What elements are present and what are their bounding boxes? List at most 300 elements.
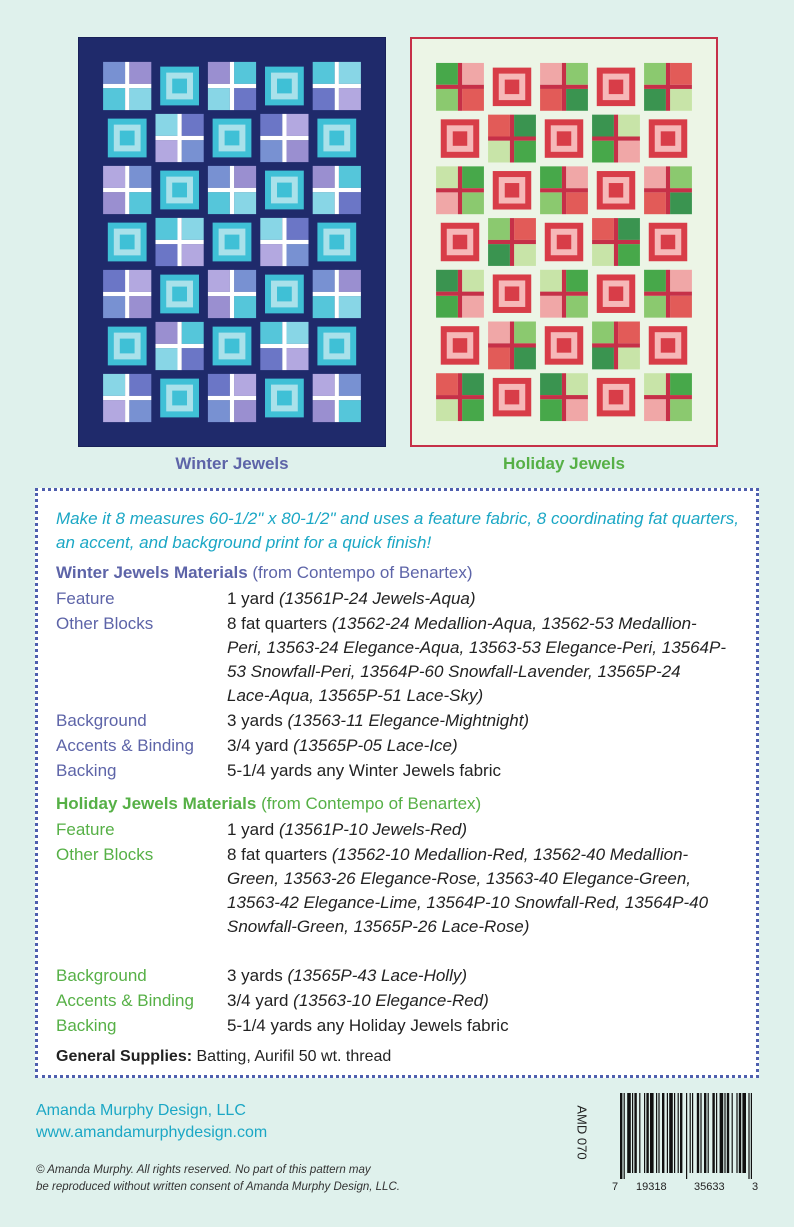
holiday-materials-source: (from Contempo of Benartex) bbox=[261, 794, 482, 813]
accent-strip bbox=[103, 292, 151, 296]
feature-inner bbox=[557, 131, 571, 145]
patch-square bbox=[260, 114, 282, 136]
accent-strip bbox=[592, 136, 640, 140]
row-label: Feature bbox=[56, 820, 115, 839]
patch-square bbox=[208, 192, 230, 214]
feature-inner bbox=[609, 286, 623, 300]
accent-strip bbox=[208, 84, 256, 88]
feature-inner bbox=[225, 339, 240, 354]
accent-strip bbox=[540, 85, 588, 89]
patch-square bbox=[129, 166, 151, 188]
patch-square bbox=[313, 296, 335, 318]
intro-text: Make it 8 measures 60-1/2" x 80-1/2" and uses a feature fabric, 8 coordinating fat quarters, an accent, and background print for a quick finish! bbox=[56, 509, 739, 552]
patch-square bbox=[155, 322, 177, 344]
barcode-digit-check: 3 bbox=[752, 1181, 759, 1193]
patch-square bbox=[488, 348, 510, 370]
company-info bbox=[36, 1100, 267, 1144]
patch-square bbox=[618, 244, 640, 266]
company-name: Amanda Murphy Design, LLC bbox=[36, 1102, 246, 1119]
patch-square bbox=[339, 400, 361, 422]
barcode-digits-right: 35633 bbox=[694, 1181, 725, 1193]
row-value: 5-1/4 yards any Holiday Jewels fabric bbox=[227, 1016, 509, 1035]
accent-strip bbox=[436, 395, 484, 399]
winter-quilt-graphic bbox=[79, 38, 385, 446]
patch-square bbox=[566, 373, 588, 395]
patch-square bbox=[670, 192, 692, 214]
product-code-text: AMD 070 bbox=[574, 1105, 590, 1160]
accent-strip bbox=[155, 240, 203, 244]
holiday-jewels-quilt-image bbox=[410, 37, 718, 447]
patch-square bbox=[462, 63, 484, 85]
patch-square bbox=[514, 141, 536, 163]
winter-jewels-quilt-image bbox=[78, 37, 386, 447]
patch-square bbox=[286, 322, 308, 344]
copyright-line-1: © Amanda Murphy. All rights reserved. No part of this pattern may bbox=[36, 1164, 371, 1176]
patch-square bbox=[260, 140, 282, 162]
patch-square bbox=[286, 140, 308, 162]
barcode-bar bbox=[697, 1093, 699, 1173]
patch-square bbox=[566, 63, 588, 85]
row-label: Accents & Binding bbox=[56, 736, 194, 755]
patch-square bbox=[644, 63, 666, 85]
feature-inner bbox=[329, 339, 344, 354]
patch-square bbox=[129, 192, 151, 214]
patch-square bbox=[339, 296, 361, 318]
patch-square bbox=[234, 374, 256, 396]
patch-square bbox=[208, 62, 230, 84]
accent-strip bbox=[260, 136, 308, 140]
row-value: 3 yards (13565P-43 Lace-Holly) bbox=[227, 966, 468, 985]
feature-inner bbox=[505, 390, 519, 404]
patch-square bbox=[155, 244, 177, 266]
patch-square bbox=[103, 62, 125, 84]
patch-square bbox=[208, 270, 230, 292]
feature-inner bbox=[329, 131, 344, 146]
barcode-bar bbox=[624, 1093, 625, 1179]
accent-strip bbox=[208, 188, 256, 192]
patch-square bbox=[286, 244, 308, 266]
accent-strip bbox=[592, 240, 640, 244]
patch-square bbox=[313, 374, 335, 396]
patch-square bbox=[644, 296, 666, 318]
barcode-bar bbox=[634, 1093, 636, 1173]
barcode-bar bbox=[712, 1093, 714, 1173]
patch-square bbox=[155, 218, 177, 240]
copyright-line-2: be reproduced without written consent of Amanda Murphy Design, LLC. bbox=[36, 1181, 400, 1193]
barcode-bar bbox=[748, 1093, 749, 1179]
patch-square bbox=[260, 218, 282, 240]
patch-square bbox=[155, 114, 177, 136]
feature-inner bbox=[661, 235, 675, 249]
barcode-bar bbox=[700, 1093, 701, 1173]
general-supplies bbox=[56, 1048, 391, 1066]
barcode-bar bbox=[644, 1093, 645, 1173]
barcode-bar bbox=[716, 1093, 717, 1173]
patch-square bbox=[260, 244, 282, 266]
feature-inner bbox=[661, 338, 675, 352]
feature-inner bbox=[120, 339, 135, 354]
patch-square bbox=[462, 373, 484, 395]
patch-square bbox=[592, 244, 614, 266]
patch-square bbox=[644, 373, 666, 395]
patch-square bbox=[313, 88, 335, 110]
feature-inner bbox=[172, 287, 187, 302]
barcode-bar bbox=[742, 1093, 746, 1173]
barcode-bar bbox=[658, 1093, 659, 1173]
patch-square bbox=[618, 348, 640, 370]
patch-square bbox=[566, 270, 588, 292]
patch-square bbox=[436, 89, 458, 111]
patch-square bbox=[286, 348, 308, 370]
barcode-bar bbox=[656, 1093, 657, 1173]
patch-square bbox=[670, 373, 692, 395]
patch-square bbox=[155, 140, 177, 162]
feature-inner bbox=[453, 131, 467, 145]
feature-inner bbox=[609, 390, 623, 404]
barcode-bar bbox=[751, 1093, 752, 1179]
patch-square bbox=[129, 62, 151, 84]
barcode-bar bbox=[678, 1093, 679, 1173]
accent-strip bbox=[260, 240, 308, 244]
winter-materials-source: (from Contempo of Benartex) bbox=[252, 563, 473, 582]
patch-square bbox=[514, 322, 536, 344]
patch-square bbox=[208, 88, 230, 110]
patch-square bbox=[618, 218, 640, 240]
feature-inner bbox=[329, 235, 344, 250]
patch-square bbox=[182, 348, 204, 370]
feature-inner bbox=[505, 80, 519, 94]
barcode-bar bbox=[720, 1093, 724, 1173]
patch-square bbox=[540, 399, 562, 421]
patch-square bbox=[436, 296, 458, 318]
accent-strip bbox=[260, 344, 308, 348]
supplies-label: General Supplies: bbox=[56, 1048, 193, 1065]
row-value: 1 yard (13561P-10 Jewels-Red) bbox=[227, 820, 468, 839]
patch-square bbox=[129, 270, 151, 292]
row-value: 8 fat quarters (13562-24 Medallion-Aqua, 13562-53 Medallion-Peri, 13563-24 Elegance-Aqua, 13563-53 Elegance-Peri, 13564P-53 Snowfall-Peri, 13564P-60 Snowfall-Lavender, 13565P-24 Lace-Aqua, 13565P-51 Lace-Sky) bbox=[227, 614, 727, 705]
barcode-bar bbox=[727, 1093, 729, 1173]
holiday-materials-heading bbox=[56, 794, 481, 814]
patch-square bbox=[129, 88, 151, 110]
patch-square bbox=[129, 400, 151, 422]
patch-square bbox=[540, 192, 562, 214]
barcode-bar bbox=[724, 1093, 725, 1173]
accent-strip bbox=[155, 136, 203, 140]
patch-square bbox=[103, 400, 125, 422]
barcode-bar bbox=[650, 1093, 654, 1173]
barcode-bar bbox=[627, 1093, 631, 1173]
accent-strip bbox=[436, 85, 484, 89]
copyright-notice bbox=[36, 1162, 400, 1196]
feature-inner bbox=[609, 80, 623, 94]
feature-inner bbox=[557, 235, 571, 249]
barcode-digits-left: 19318 bbox=[636, 1181, 667, 1193]
accent-strip bbox=[644, 85, 692, 89]
accent-strip bbox=[103, 188, 151, 192]
patch-square bbox=[462, 270, 484, 292]
patch-square bbox=[208, 166, 230, 188]
patch-square bbox=[618, 141, 640, 163]
row-value: 3/4 yard (13563-10 Elegance-Red) bbox=[227, 991, 489, 1010]
row-value: 3 yards (13563-11 Elegance-Mightnight) bbox=[227, 711, 530, 730]
patch-square bbox=[670, 296, 692, 318]
barcode-bar bbox=[667, 1093, 668, 1173]
patch-square bbox=[182, 322, 204, 344]
patch-square bbox=[339, 270, 361, 292]
accent-strip bbox=[644, 188, 692, 192]
patch-square bbox=[566, 89, 588, 111]
barcode-bar bbox=[692, 1093, 693, 1173]
barcode-bar bbox=[646, 1093, 648, 1173]
accent-strip bbox=[592, 343, 640, 347]
patch-square bbox=[313, 270, 335, 292]
row-label: Accents & Binding bbox=[56, 991, 194, 1010]
patch-square bbox=[103, 270, 125, 292]
row-label: Other Blocks bbox=[56, 614, 154, 633]
accent-strip bbox=[313, 84, 361, 88]
barcode-bar bbox=[632, 1093, 633, 1173]
barcode-bar bbox=[669, 1093, 673, 1173]
feature-inner bbox=[505, 183, 519, 197]
barcode-bars bbox=[612, 1093, 760, 1179]
patch-square bbox=[182, 140, 204, 162]
patch-square bbox=[234, 88, 256, 110]
feature-inner bbox=[172, 183, 187, 198]
patch-square bbox=[566, 192, 588, 214]
row-value: 1 yard (13561P-24 Jewels-Aqua) bbox=[227, 589, 476, 608]
patch-square bbox=[436, 63, 458, 85]
feature-inner bbox=[225, 131, 240, 146]
patch-square bbox=[313, 192, 335, 214]
barcode-digit-lead: 7 bbox=[612, 1181, 619, 1193]
patch-square bbox=[436, 270, 458, 292]
patch-square bbox=[514, 218, 536, 240]
feature-inner bbox=[277, 79, 292, 94]
patch-square bbox=[103, 88, 125, 110]
accent-strip bbox=[208, 292, 256, 296]
feature-inner bbox=[172, 391, 187, 406]
accent-strip bbox=[436, 292, 484, 296]
patch-square bbox=[313, 62, 335, 84]
patch-square bbox=[540, 63, 562, 85]
row-value: 8 fat quarters (13562-10 Medallion-Red, 13562-40 Medallion-Green, 13563-26 Elegance-Rose, 13563-40 Elegance-Green, 13563-42 Elegance-Lime, 13564P-10 Snowfall-Red, 13564P-40 Snowfall-Green, 13565P-26 Lace-Rose) bbox=[227, 845, 709, 936]
feature-inner bbox=[661, 131, 675, 145]
accent-strip bbox=[540, 395, 588, 399]
feature-inner bbox=[277, 391, 292, 406]
patch-square bbox=[103, 166, 125, 188]
accent-strip bbox=[540, 188, 588, 192]
feature-inner bbox=[453, 338, 467, 352]
patch-square bbox=[540, 296, 562, 318]
patch-square bbox=[462, 399, 484, 421]
accent-strip bbox=[488, 136, 536, 140]
patch-square bbox=[514, 115, 536, 137]
materials-panel bbox=[35, 488, 759, 1078]
patch-square bbox=[514, 348, 536, 370]
row-label: Backing bbox=[56, 1016, 117, 1035]
patch-square bbox=[182, 218, 204, 240]
barcode-bar bbox=[639, 1093, 640, 1173]
patch-square bbox=[644, 270, 666, 292]
barcode-bar bbox=[686, 1093, 687, 1179]
feature-inner bbox=[453, 235, 467, 249]
patch-square bbox=[436, 192, 458, 214]
patch-square bbox=[514, 244, 536, 266]
row-label: Other Blocks bbox=[56, 845, 154, 864]
patch-square bbox=[670, 166, 692, 188]
patch-square bbox=[339, 166, 361, 188]
patch-square bbox=[129, 296, 151, 318]
patch-square bbox=[592, 348, 614, 370]
patch-square bbox=[234, 400, 256, 422]
patch-square bbox=[488, 322, 510, 344]
feature-inner bbox=[120, 131, 135, 146]
supplies-text: Batting, Aurifil 50 wt. thread bbox=[196, 1048, 392, 1065]
patch-square bbox=[313, 400, 335, 422]
patch-square bbox=[155, 348, 177, 370]
barcode-bar bbox=[620, 1093, 622, 1179]
patch-square bbox=[339, 88, 361, 110]
accent-strip bbox=[313, 396, 361, 400]
patch-square bbox=[540, 166, 562, 188]
accent-strip bbox=[644, 292, 692, 296]
feature-inner bbox=[557, 338, 571, 352]
holiday-quilt-graphic bbox=[412, 39, 716, 445]
feature-inner bbox=[172, 79, 187, 94]
patch-square bbox=[644, 166, 666, 188]
accent-strip bbox=[103, 396, 151, 400]
patch-square bbox=[592, 141, 614, 163]
patch-square bbox=[592, 115, 614, 137]
winter-materials-title: Winter Jewels Materials bbox=[56, 563, 248, 582]
feature-inner bbox=[277, 287, 292, 302]
accent-strip bbox=[208, 396, 256, 400]
accent-strip bbox=[540, 292, 588, 296]
patch-square bbox=[182, 114, 204, 136]
row-label: Background bbox=[56, 711, 147, 730]
feature-inner bbox=[225, 235, 240, 250]
patch-square bbox=[540, 270, 562, 292]
patch-square bbox=[234, 62, 256, 84]
patch-square bbox=[644, 89, 666, 111]
holiday-materials-title: Holiday Jewels Materials bbox=[56, 794, 257, 813]
patch-square bbox=[286, 218, 308, 240]
accent-strip bbox=[436, 188, 484, 192]
patch-square bbox=[436, 166, 458, 188]
patch-square bbox=[540, 373, 562, 395]
patch-square bbox=[462, 296, 484, 318]
patch-square bbox=[182, 244, 204, 266]
patch-square bbox=[234, 192, 256, 214]
patch-square bbox=[234, 296, 256, 318]
barcode-bar bbox=[739, 1093, 741, 1173]
patch-square bbox=[436, 399, 458, 421]
patch-square bbox=[129, 374, 151, 396]
patch-square bbox=[592, 322, 614, 344]
patch-square bbox=[208, 374, 230, 396]
patch-square bbox=[566, 399, 588, 421]
accent-strip bbox=[313, 188, 361, 192]
accent-strip bbox=[313, 292, 361, 296]
patch-square bbox=[103, 192, 125, 214]
patch-square bbox=[670, 63, 692, 85]
feature-inner bbox=[277, 183, 292, 198]
accent-strip bbox=[488, 240, 536, 244]
barcode-bar bbox=[704, 1093, 706, 1173]
feature-inner bbox=[609, 183, 623, 197]
patch-square bbox=[313, 166, 335, 188]
accent-strip bbox=[644, 395, 692, 399]
patch-square bbox=[644, 399, 666, 421]
accent-strip bbox=[488, 343, 536, 347]
patch-square bbox=[488, 115, 510, 137]
barcode-bar bbox=[708, 1093, 709, 1173]
barcode-bar bbox=[680, 1093, 682, 1173]
patch-square bbox=[592, 218, 614, 240]
feature-inner bbox=[120, 235, 135, 250]
patch-square bbox=[488, 141, 510, 163]
row-label: Feature bbox=[56, 589, 115, 608]
patch-square bbox=[234, 166, 256, 188]
patch-square bbox=[462, 192, 484, 214]
barcode-bar bbox=[690, 1093, 691, 1173]
row-value: 5-1/4 yards any Winter Jewels fabric bbox=[227, 761, 501, 780]
patch-square bbox=[339, 374, 361, 396]
patch-square bbox=[339, 62, 361, 84]
patch-square bbox=[260, 348, 282, 370]
patch-square bbox=[103, 374, 125, 396]
row-label: Background bbox=[56, 966, 147, 985]
patch-square bbox=[540, 89, 562, 111]
product-code bbox=[568, 1093, 592, 1181]
patch-square bbox=[644, 192, 666, 214]
patch-square bbox=[462, 89, 484, 111]
barcode-bar bbox=[732, 1093, 733, 1173]
patch-square bbox=[566, 296, 588, 318]
feature-inner bbox=[505, 286, 519, 300]
patch-square bbox=[208, 400, 230, 422]
patch-square bbox=[566, 166, 588, 188]
patch-square bbox=[618, 322, 640, 344]
winter-jewels-caption: Winter Jewels bbox=[175, 454, 289, 473]
patch-square bbox=[260, 322, 282, 344]
patch-square bbox=[339, 192, 361, 214]
patch-square bbox=[103, 296, 125, 318]
row-value: 3/4 yard (13565P-05 Lace-Ice) bbox=[227, 736, 458, 755]
patch-square bbox=[488, 244, 510, 266]
patch-square bbox=[670, 89, 692, 111]
accent-strip bbox=[155, 344, 203, 348]
patch-square bbox=[286, 114, 308, 136]
patch-square bbox=[670, 270, 692, 292]
patch-square bbox=[208, 296, 230, 318]
row-label: Backing bbox=[56, 761, 117, 780]
patch-square bbox=[618, 115, 640, 137]
company-website-link[interactable]: www.amandamurphydesign.com bbox=[36, 1124, 268, 1141]
barcode-bar bbox=[674, 1093, 675, 1173]
barcode-bar bbox=[662, 1093, 664, 1173]
patch-square bbox=[234, 270, 256, 292]
barcode bbox=[612, 1093, 760, 1201]
holiday-jewels-caption: Holiday Jewels bbox=[503, 454, 625, 473]
accent-strip bbox=[103, 84, 151, 88]
patch-square bbox=[670, 399, 692, 421]
barcode-bar bbox=[736, 1093, 737, 1173]
patch-square bbox=[462, 166, 484, 188]
patch-square bbox=[488, 218, 510, 240]
winter-materials-heading bbox=[56, 563, 473, 583]
patch-square bbox=[436, 373, 458, 395]
